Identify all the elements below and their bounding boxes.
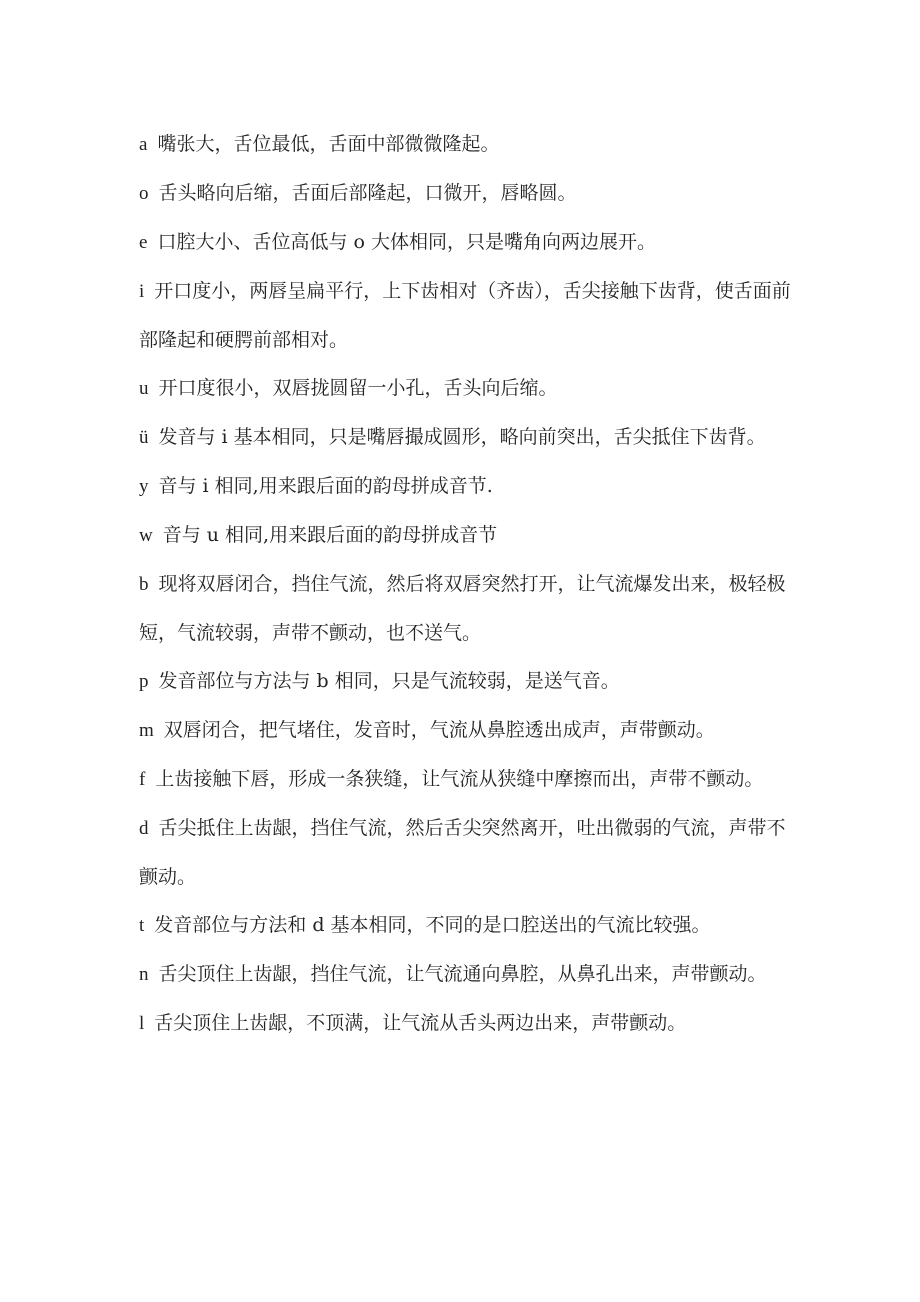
- entry-letter: l: [139, 1013, 145, 1034]
- entry-text: 舌尖顶住上齿龈，不顶满，让气流从舌头两边出来，声带颤动。: [154, 1012, 687, 1034]
- entry-letter: u: [139, 378, 149, 399]
- entry-letter: p: [139, 671, 149, 692]
- entry-text: 音与 u 相同,用来跟后面的韵母拼成音节: [162, 524, 498, 546]
- entry-f: [139, 755, 799, 804]
- entry-u-umlaut: [139, 413, 799, 462]
- entry-letter: y: [139, 476, 149, 497]
- entry-text: 舌尖顶住上齿龈，挡住气流，让气流通向鼻腔，从鼻孔出来，声带颤动。: [158, 963, 767, 985]
- entry-text: 发音部位与方法与 b 相同，只是气流较弱，是送气音。: [158, 670, 620, 692]
- entry-letter: d: [139, 818, 149, 839]
- entry-b: [139, 560, 799, 657]
- entry-text: 口腔大小、舌位高低与 o 大体相同，只是嘴角向两边展开。: [157, 231, 656, 253]
- entry-letter: e: [139, 232, 148, 253]
- entry-text: 发音与 i 基本相同，只是嘴唇撮成圆形，略向前突出，舌尖抵住下齿背。: [158, 426, 766, 448]
- entry-letter: a: [139, 134, 148, 155]
- entry-text: 上齿接触下唇，形成一条狭缝，让气流从狭缝中摩擦而出，声带不颤动。: [155, 768, 764, 790]
- entry-l: [139, 999, 799, 1048]
- entry-t: [139, 901, 799, 950]
- entry-text: 音与 i 相同,用来跟后面的韵母拼成音节.: [158, 475, 493, 497]
- entry-text: 开口度小，两唇呈扁平行，上下齿相对（齐齿），舌尖接触下齿背，使舌面前部隆起和硬腭前部相对。: [139, 280, 791, 351]
- entry-u: [139, 364, 799, 413]
- entry-i: [139, 267, 799, 364]
- entry-text: 嘴张大，舌位最低，舌面中部微微隆起。: [157, 133, 500, 155]
- entry-p: [139, 657, 799, 706]
- entry-n: [139, 950, 799, 999]
- entry-letter: o: [139, 183, 149, 204]
- entry-y: [139, 462, 799, 511]
- entry-text: 双唇闭合，把气堵住，发音时，气流从鼻腔透出成声，声带颤动。: [163, 719, 715, 741]
- entry-letter: t: [139, 915, 145, 936]
- entry-letter: b: [139, 574, 149, 595]
- entry-letter: n: [139, 964, 149, 985]
- entry-o: [139, 169, 799, 218]
- entry-text: 发音部位与方法和 d 基本相同，不同的是口腔送出的气流比较强。: [154, 914, 711, 936]
- entry-d: [139, 804, 799, 901]
- entry-letter: f: [139, 769, 146, 790]
- entry-e: [139, 218, 799, 267]
- entry-letter: w: [139, 525, 153, 546]
- entry-text: 开口度很小，双唇拢圆留一小孔，舌头向后缩。: [158, 377, 558, 399]
- entry-letter: m: [139, 720, 154, 741]
- entry-text: 舌头略向后缩，舌面后部隆起，口微开，唇略圆。: [158, 182, 577, 204]
- pinyin-pronunciation-notes: [139, 120, 799, 1048]
- entry-text: 现将双唇闭合，挡住气流，然后将双唇突然打开，让气流爆发出来，极轻极短，气流较弱，声带不颤动，也不送气。: [139, 573, 786, 644]
- entry-letter: ü: [139, 427, 149, 448]
- entry-w: [139, 511, 799, 560]
- entry-a: [139, 120, 799, 169]
- entry-text: 舌尖抵住上齿龈，挡住气流，然后舌尖突然离开，吐出微弱的气流，声带不颤动。: [139, 817, 786, 888]
- entry-m: [139, 706, 799, 755]
- entry-letter: i: [139, 281, 145, 302]
